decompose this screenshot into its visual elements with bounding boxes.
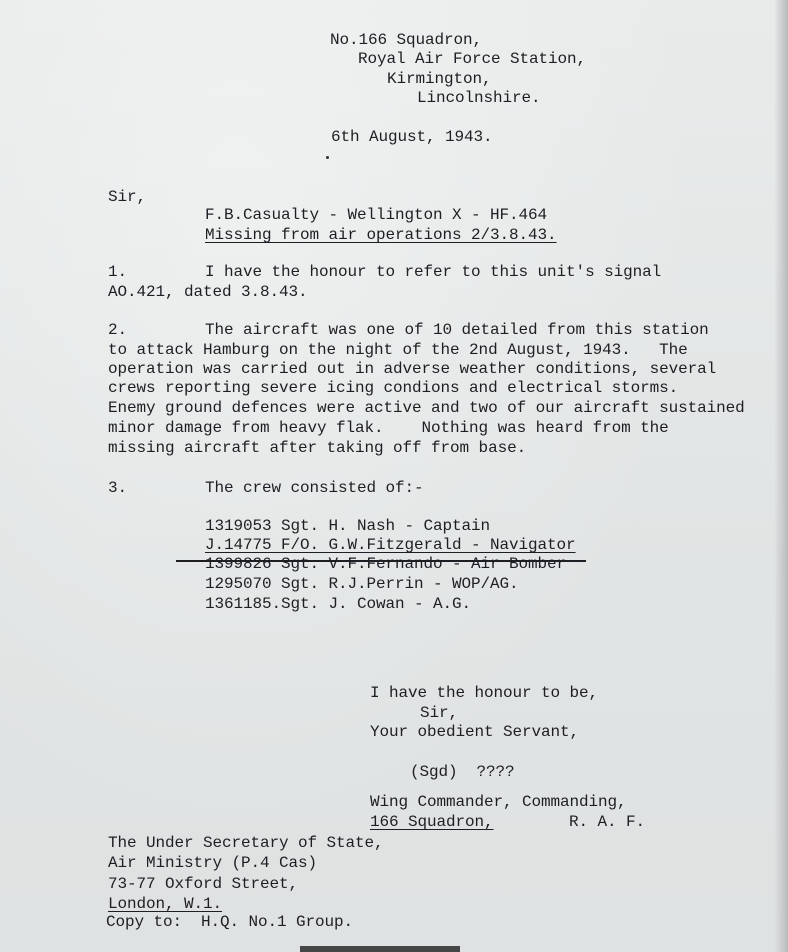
- address-line-1: No.166 Squadron,: [330, 31, 483, 49]
- address-line-3: Kirmington,: [387, 70, 492, 88]
- closing-line-2: Sir,: [420, 704, 459, 722]
- para1-line-2: AO.421, dated 3.8.43.: [108, 283, 308, 301]
- crew-member-4: 1295070 Sgt. R.J.Perrin - WOP/AG.: [205, 575, 519, 593]
- signatory-squadron: 166 Squadron,: [370, 813, 494, 831]
- recipient-line-4: London, W.1.: [108, 895, 223, 913]
- para3-number: 3.: [108, 479, 128, 497]
- address-line-4: Lincolnshire.: [417, 89, 541, 107]
- subject-line-2: Missing from air operations 2/3.8.43.: [205, 226, 557, 244]
- para2-line-6: minor damage from heavy flak. Nothing was heard from the: [108, 419, 669, 437]
- para2-number: 2.: [108, 321, 128, 339]
- crew-member-1: 1319053 Sgt. H. Nash - Captain: [205, 517, 491, 535]
- recipient-line-2: Air Ministry (P.4 Cas): [108, 854, 318, 872]
- para1-line-1: I have the honour to refer to this unit's signal: [205, 263, 662, 281]
- salutation: Sir,: [108, 188, 147, 206]
- para3-intro: The crew consisted of:-: [205, 479, 424, 497]
- crew-member-2: J.14775 F/O. G.W.Fitzgerald - Navigator: [205, 536, 576, 554]
- crew-member-5: 1361185.Sgt. J. Cowan - A.G.: [205, 595, 472, 613]
- crew-member-3: 1399826 Sgt. V.F.Fernando - Air Bomber: [205, 555, 567, 573]
- para2-line-4: crews reporting severe icing condions and electrical storms.: [108, 379, 679, 397]
- signatory-raf: R. A. F.: [569, 813, 646, 831]
- letter-date: 6th August, 1943.: [331, 128, 493, 146]
- closing-line-1: I have the honour to be,: [370, 684, 599, 702]
- para2-line-5: Enemy ground defences were active and two of our aircraft sustained: [108, 399, 745, 417]
- signatory-title: Wing Commander, Commanding,: [370, 793, 627, 811]
- bottom-edge-mark: [300, 946, 460, 952]
- address-line-2: Royal Air Force Station,: [358, 50, 587, 68]
- copy-to: Copy to: H.Q. No.1 Group.: [106, 913, 354, 931]
- para2-line-3: operation was carried out in adverse weather conditions, several: [108, 360, 717, 378]
- ink-dot: [326, 156, 329, 159]
- para2-line-2: to attack Hamburg on the night of the 2nd August, 1943. The: [108, 341, 688, 359]
- para2-line-1: The aircraft was one of 10 detailed from this station: [205, 321, 709, 339]
- signature: (Sgd) ????: [410, 763, 515, 781]
- paper-edge-shadow: [774, 0, 788, 952]
- para2-line-7: missing aircraft after taking off from base.: [108, 439, 527, 457]
- recipient-line-1: The Under Secretary of State,: [108, 834, 384, 852]
- recipient-line-3: 73-77 Oxford Street,: [108, 875, 299, 893]
- closing-line-3: Your obedient Servant,: [370, 723, 580, 741]
- subject-line-1: F.B.Casualty - Wellington X - HF.464: [205, 206, 548, 224]
- para1-number: 1.: [108, 263, 128, 281]
